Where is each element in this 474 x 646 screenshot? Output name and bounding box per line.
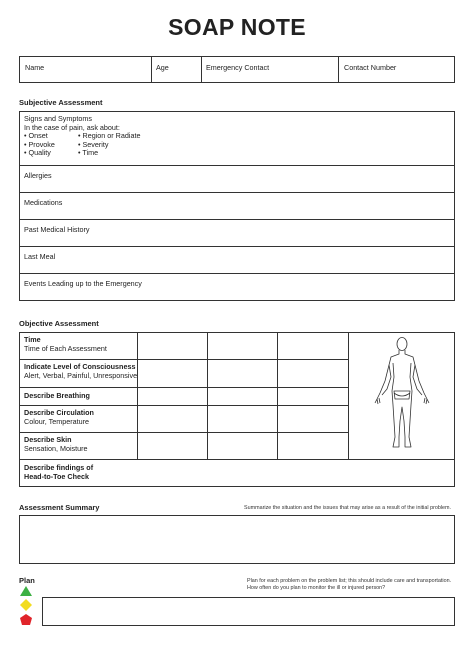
objective-row-consciousness xyxy=(20,360,349,388)
name-label: Name xyxy=(25,63,45,72)
plan-heading: Plan xyxy=(19,576,35,585)
signs-symptoms-intro: In the case of pain, ask about: xyxy=(24,122,120,132)
contact-number-field[interactable] xyxy=(339,57,456,82)
objective-label xyxy=(20,406,138,432)
body-diagram-cell xyxy=(349,333,454,460)
objective-label xyxy=(20,433,138,459)
assessment-cell[interactable] xyxy=(138,406,208,432)
assessment-cell[interactable] xyxy=(138,433,208,459)
objective-label xyxy=(20,360,150,387)
row-title: Indicate Level of Consciousness xyxy=(24,362,136,371)
assessment-cell[interactable] xyxy=(278,433,349,459)
head-to-toe-row[interactable] xyxy=(20,460,454,486)
objective-row-breathing xyxy=(20,388,349,406)
assessment-summary-box[interactable] xyxy=(19,515,455,564)
objective-row-circulation xyxy=(20,406,349,433)
assessment-cell[interactable] xyxy=(278,406,349,432)
medications-row[interactable] xyxy=(20,193,454,220)
assessment-cell[interactable] xyxy=(208,406,278,432)
signs-symptoms-row[interactable] xyxy=(20,112,454,166)
past-medical-history-row[interactable] xyxy=(20,220,454,247)
pain-item: • Time xyxy=(78,148,99,158)
allergies-label: Allergies xyxy=(24,171,52,180)
signs-symptoms-title: Signs and Symptoms xyxy=(24,114,92,123)
findings-line2: Head-to-Toe Check xyxy=(24,471,89,481)
objective-row-time xyxy=(20,333,349,360)
plan-box[interactable] xyxy=(42,597,455,626)
assessment-cell[interactable] xyxy=(208,333,278,359)
assessment-cell[interactable] xyxy=(208,433,278,459)
row-title: Describe Skin xyxy=(24,435,72,444)
last-meal-label: Last Meal xyxy=(24,252,56,261)
row-subtitle: Sensation, Moisture xyxy=(24,443,88,453)
row-subtitle: Alert, Verbal, Painful, Unresponsive xyxy=(24,370,138,380)
green-triangle-icon xyxy=(20,586,32,596)
objective-heading: Objective Assessment xyxy=(19,319,99,328)
red-pentagon-icon xyxy=(20,614,32,625)
objective-label xyxy=(20,388,138,405)
age-field[interactable] xyxy=(152,57,202,82)
contact-number-label: Contact Number xyxy=(344,63,397,72)
assessment-cell[interactable] xyxy=(208,360,278,387)
assessment-cell[interactable] xyxy=(278,388,349,405)
assessment-cell[interactable] xyxy=(138,388,208,405)
assessment-summary-heading: Assessment Summary xyxy=(19,503,100,512)
pain-item: • Quality xyxy=(24,148,51,158)
pain-item: • Region or Radiate xyxy=(78,131,141,141)
triage-shapes xyxy=(18,585,36,627)
last-meal-row[interactable] xyxy=(20,247,454,274)
assessment-cell[interactable] xyxy=(278,360,349,387)
row-title: Describe Breathing xyxy=(24,391,90,400)
past-medical-history-label: Past Medical History xyxy=(24,225,90,234)
events-label: Events Leading up to the Emergency xyxy=(24,279,142,288)
pain-item: • Onset xyxy=(24,131,48,141)
patient-info-table xyxy=(19,56,455,83)
subjective-heading: Subjective Assessment xyxy=(19,98,103,107)
objective-label xyxy=(20,333,138,359)
assessment-cell[interactable] xyxy=(138,333,208,359)
emergency-contact-label: Emergency Contact xyxy=(206,63,270,72)
row-title: Describe Circulation xyxy=(24,408,94,417)
assessment-cell[interactable] xyxy=(208,388,278,405)
name-field[interactable] xyxy=(20,57,152,82)
body-outline-icon xyxy=(349,333,454,459)
plan-note-line2: How often do you plan to monitor the ill or injured person? xyxy=(247,585,386,591)
row-subtitle: Colour, Temperature xyxy=(24,416,89,426)
row-title: Time xyxy=(24,335,41,344)
assessment-cell[interactable] xyxy=(138,360,208,387)
yellow-diamond-icon xyxy=(20,599,32,611)
pain-item: • Provoke xyxy=(24,139,55,149)
assessment-cell[interactable] xyxy=(278,333,349,359)
age-label: Age xyxy=(156,63,169,72)
objective-table xyxy=(19,332,455,487)
page-title: SOAP NOTE xyxy=(168,14,306,40)
events-row[interactable] xyxy=(20,274,454,300)
emergency-contact-field[interactable] xyxy=(202,57,339,82)
medications-label: Medications xyxy=(24,198,63,207)
subjective-table xyxy=(19,111,455,301)
allergies-row[interactable] xyxy=(20,166,454,193)
row-subtitle: Time of Each Assessment xyxy=(24,343,107,353)
assessment-summary-note: Summarize the situation and the issues that may arise as a result of the initial problem. xyxy=(244,505,452,511)
findings-line1: Describe findings of xyxy=(24,463,94,472)
plan-note-line1: Plan for each problem on the problem list; this should include care and transportation. xyxy=(247,578,452,584)
pain-item: • Severity xyxy=(78,139,109,149)
objective-row-skin xyxy=(20,433,349,460)
